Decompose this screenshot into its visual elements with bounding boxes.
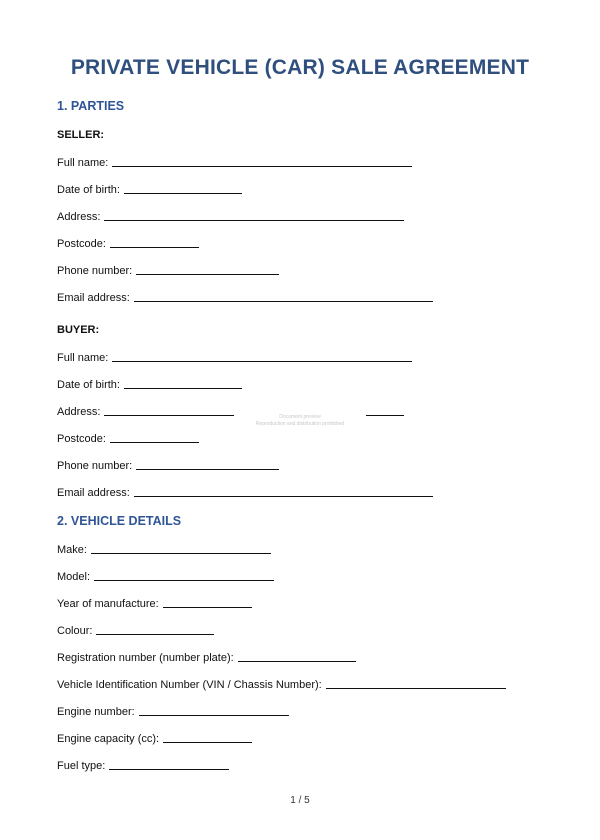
vehicle-model-field[interactable]: [57, 567, 274, 583]
watermark-text: [240, 414, 360, 428]
vehicle-colour-blank[interactable]: [96, 624, 214, 635]
field-label: Email address:: [57, 487, 130, 499]
vehicle-registration-blank[interactable]: [238, 651, 356, 662]
field-label: Email address:: [57, 292, 130, 304]
seller-phone-blank[interactable]: [136, 264, 279, 275]
seller-label: SELLER:: [57, 129, 105, 141]
vehicle-fuel-type-blank[interactable]: [109, 759, 229, 770]
seller-postcode-blank[interactable]: [110, 237, 199, 248]
vehicle-year-blank[interactable]: [163, 597, 252, 608]
vehicle-engine-capacity-field[interactable]: [57, 729, 252, 745]
field-label: Date of birth:: [57, 184, 120, 196]
watermark-line-1: Document preview: [279, 414, 321, 420]
buyer-email-blank[interactable]: [134, 486, 433, 497]
field-label: Engine capacity (cc):: [57, 733, 160, 745]
buyer-phone-field[interactable]: [57, 456, 279, 472]
field-label: Full name:: [57, 157, 109, 169]
seller-phone-field[interactable]: [57, 261, 279, 277]
field-label: Engine number:: [57, 706, 135, 718]
field-label: Address:: [57, 406, 101, 418]
vehicle-vin-blank[interactable]: [326, 678, 506, 689]
buyer-phone-blank[interactable]: [136, 459, 279, 470]
section-heading-parties: 1. PARTIES: [57, 99, 125, 113]
field-label: Phone number:: [57, 460, 133, 472]
vehicle-engine-number-field[interactable]: [57, 702, 289, 718]
vehicle-vin-field[interactable]: [57, 675, 506, 691]
field-label: Postcode:: [57, 238, 106, 250]
vehicle-make-blank[interactable]: [91, 543, 271, 554]
vehicle-year-field[interactable]: [57, 594, 252, 610]
page-number: 1 / 5: [290, 795, 310, 806]
field-label: Colour:: [57, 625, 93, 637]
vehicle-colour-field[interactable]: [57, 621, 214, 637]
vehicle-engine-capacity-blank[interactable]: [163, 732, 252, 743]
buyer-email-field[interactable]: [57, 483, 433, 499]
field-label: Vehicle Identification Number (VIN / Chassis Number):: [57, 679, 322, 691]
buyer-postcode-blank[interactable]: [110, 432, 199, 443]
seller-full-name-field[interactable]: [57, 153, 412, 169]
watermark-line-2: Reproduction and distribution prohibited: [255, 421, 345, 427]
seller-full-name-blank[interactable]: [112, 156, 412, 167]
seller-address-field[interactable]: [57, 207, 404, 223]
buyer-postcode-field[interactable]: [57, 429, 199, 445]
field-label: Year of manufacture:: [57, 598, 159, 610]
field-label: Make:: [57, 544, 87, 556]
vehicle-fuel-type-field[interactable]: [57, 756, 229, 772]
section-heading-vehicle-details: 2. VEHICLE DETAILS: [57, 514, 182, 528]
buyer-date-of-birth-blank[interactable]: [124, 378, 242, 389]
buyer-label: BUYER:: [57, 324, 100, 336]
vehicle-registration-field[interactable]: [57, 648, 356, 664]
vehicle-make-field[interactable]: [57, 540, 271, 556]
seller-email-field[interactable]: [57, 288, 433, 304]
field-label: Address:: [57, 211, 101, 223]
field-label: Fuel type:: [57, 760, 106, 772]
field-label: Full name:: [57, 352, 109, 364]
field-label: Registration number (number plate):: [57, 652, 234, 664]
buyer-full-name-blank[interactable]: [112, 351, 412, 362]
vehicle-engine-number-blank[interactable]: [139, 705, 289, 716]
seller-postcode-field[interactable]: [57, 234, 199, 250]
seller-date-of-birth-blank[interactable]: [124, 183, 242, 194]
field-label: Date of birth:: [57, 379, 120, 391]
buyer-date-of-birth-field[interactable]: [57, 375, 242, 391]
field-label: Postcode:: [57, 433, 106, 445]
seller-email-blank[interactable]: [134, 291, 433, 302]
seller-address-blank[interactable]: [104, 210, 404, 221]
field-label: Model:: [57, 571, 91, 583]
vehicle-model-blank[interactable]: [94, 570, 274, 581]
field-label: Phone number:: [57, 265, 133, 277]
seller-date-of-birth-field[interactable]: [57, 180, 242, 196]
buyer-full-name-field[interactable]: [57, 348, 412, 364]
document-title: PRIVATE VEHICLE (CAR) SALE AGREEMENT: [70, 56, 530, 79]
